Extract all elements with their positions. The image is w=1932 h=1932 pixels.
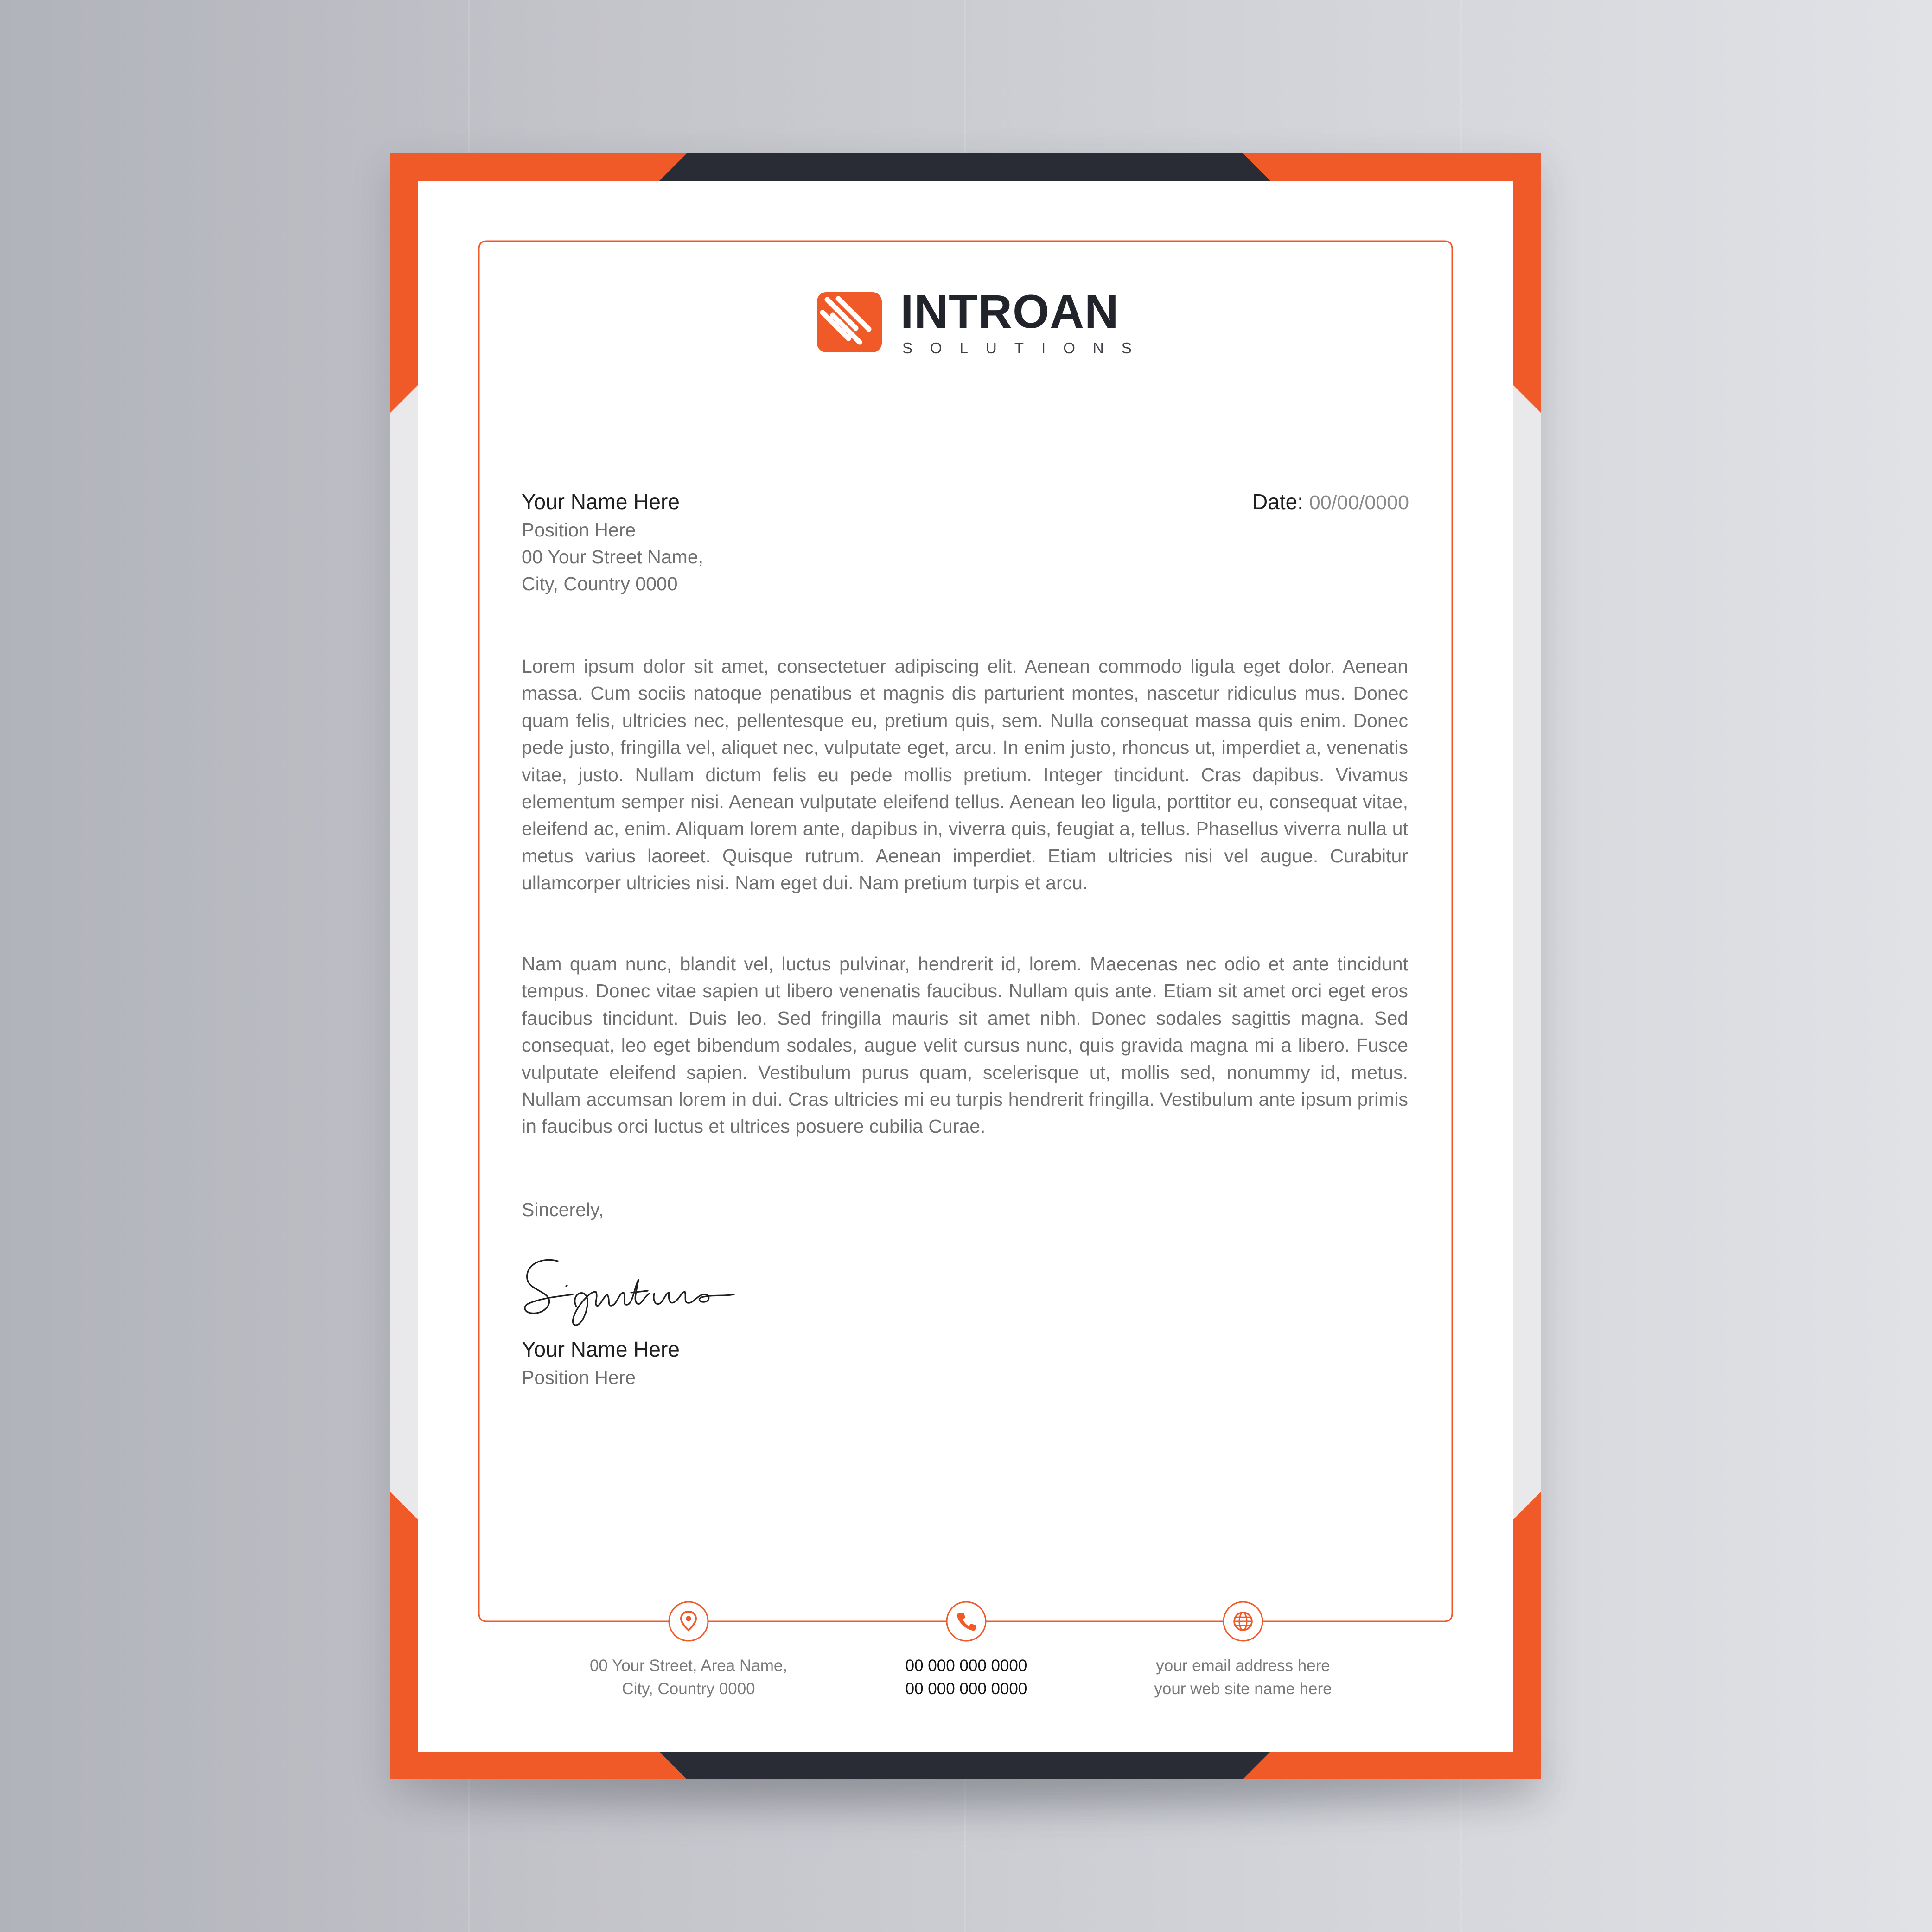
footer-website: your web site name here (1154, 1680, 1332, 1698)
footer-address (549, 1654, 828, 1701)
signature (522, 1252, 735, 1331)
footer-phone-1: 00 000 000 0000 (905, 1657, 1027, 1675)
sender-position: Position Here (522, 519, 636, 541)
footer-email: your email address here (1156, 1657, 1330, 1675)
footer-address-line-2: City, Country 0000 (622, 1680, 755, 1698)
sender-block (522, 487, 939, 597)
sender-city: City, Country 0000 (522, 573, 678, 594)
letter-content (390, 153, 1541, 1779)
body-paragraph-2: Nam quam nunc, blandit vel, luctus pulvinar, hendrerit id, lorem. Maecenas nec odio et ante tincidunt tempus. Donec vitae sapien ut libero venenatis faucibus. Nullam quis ante. Etiam sit amet orci eget eros faucibus tincidunt. Duis leo. Sed fringilla mauris sit amet nibh. Donec sodales sagittis magna. Sed consequat, leo eget bibendum sodales, augue velit cursus nunc, quis gravida magna mi a libero. Fusce vulputate eleifend sapien. Vestibulum purus quam, scelerisque ut, mollis sed, nonummy id, metus. Nullam accumsan lorem in dui. Cras ultricies mi eu turpis hendrerit fringilla. Vestibulum ante ipsum primis in faucibus orci luctus et ultrices posuere cubilia Curae. (522, 953, 1408, 1137)
sender-name: Your Name Here (522, 490, 680, 514)
brand (817, 283, 1149, 357)
footer-web (1104, 1654, 1382, 1701)
brand-tagline: SOLUTIONS (902, 339, 1149, 357)
location-pin-icon (668, 1600, 709, 1642)
footer-phones (827, 1654, 1105, 1701)
letterhead-sheet (390, 153, 1541, 1779)
body-paragraph-1: Lorem ipsum dolor sit amet, consectetuer adipiscing elit. Aenean commodo ligula eget dolor. Aenean massa. Cum sociis natoque penatibus et magnis dis parturient montes, nascetur ridiculus mus. Donec quam felis, ultricies nec, pellentesque eu, pretium quis, sem. Nulla consequat massa quis enim. Donec pede justo, fringilla vel, aliquet nec, vulputate eget, arcu. In enim justo, rhoncus ut, imperdiet a, venenatis vitae, justo. Nullam dictum felis eu pede mollis pretium. Integer tincidunt. Cras dapibus. Vivamus elementum semper nisi. Aenean vulputate eleifend tellus. Aenean leo ligula, porttitor eu, consequat vitae, eleifend ac, enim. Aliquam lorem ante, dapibus in, viverra quis, feugiat a, tellus. Phasellus viverra nulla ut metus varius laoreet. Quisque rutrum. Aenean imperdiet. Etiam ultricies nisi vel augue. Curabitur ullamcorper ultricies nisi. Nam eget dui. Nam pretium turpis et arcu. (522, 656, 1408, 894)
signer-block (522, 1334, 680, 1391)
signer-name: Your Name Here (522, 1337, 680, 1361)
sender-street: 00 Your Street Name, (522, 546, 704, 567)
globe-icon (1222, 1600, 1264, 1642)
closing: Sincerely, (522, 1199, 604, 1220)
footer-address-line-1: 00 Your Street, Area Name, (589, 1657, 788, 1675)
signer-position: Position Here (522, 1367, 636, 1388)
brand-logo-icon (817, 292, 882, 352)
phone-icon (945, 1600, 987, 1642)
date-label: Date: (1252, 490, 1303, 514)
footer-phone-2: 00 000 000 0000 (905, 1680, 1027, 1698)
brand-name: INTROAN (900, 285, 1119, 338)
date-block (1252, 487, 1409, 517)
date-value: 00/00/0000 (1309, 491, 1409, 514)
